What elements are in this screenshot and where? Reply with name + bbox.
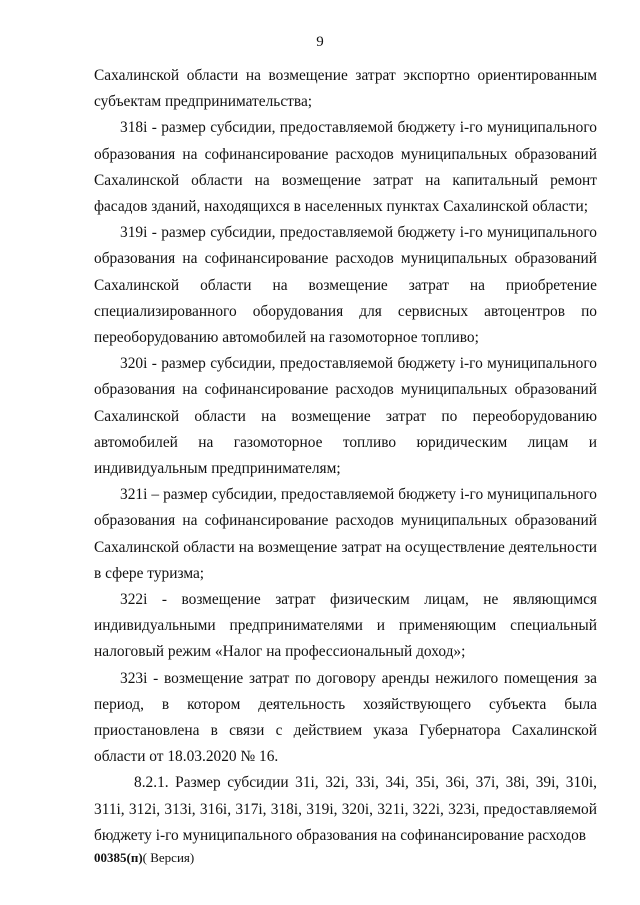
document-body [94, 63, 597, 849]
paragraph-320i: 320i - размер субсидии, предоставляемой бюджету i-го муниципального образования на софинансирование расходов муниципальных образований Сахалинской области на возмещение затрат по переоборудованию автомобилей на газомоторное топливо юридическим лицам и индивидуальным предпринимателям; [94, 355, 597, 478]
paragraph-continuation: Сахалинской области на возмещение затрат экспортно ориентированным субъектам предпринимательства; [94, 67, 597, 111]
paragraph-323i: 323i - возмещение затрат по договору аренды нежилого помещения за период, в котором деятельность хозяйствующего субъекта была приостановлена в связи с действием указа Губернатора Сахалинской области от 18.03.2020 № 16. [94, 669, 597, 766]
document-code: 00385(п) [94, 850, 143, 865]
paragraph-322i: 322i - возмещение затрат физическим лицам, не являющимся индивидуальными предпринимателями и применяющим специальный налоговый режим «Налог на профессиональный доход»; [94, 591, 597, 661]
page-number: 9 [316, 34, 324, 50]
paragraph-321i: 321i – размер субсидии, предоставляемой бюджету i-го муниципального образования на софинансирование расходов муниципальных образований Сахалинской области на возмещение затрат на осуществление деятельности в сфере туризма; [94, 486, 597, 582]
paragraph-318i: 318i - размер субсидии, предоставляемой бюджету i-го муниципального образования на софинансирование расходов муниципальных образований Сахалинской области на возмещение затрат на капитальный ремонт фасадов зданий, находящихся в населенных пунктах Сахалинской области; [94, 119, 597, 216]
document-version: ( Версия) [142, 850, 195, 865]
paragraph-8-2-1: 8.2.1. Размер субсидии 31i, 32i, 33i, 34i, 35i, 36i, 37i, 38i, 39i, 310i, 311i, 312i, 313i, 316i, 317i, 318i, 319i, 320i, 321i, 322i, 323i, предоставляемой бюджету i-го муниципального образования на софинансирование расходов [94, 774, 597, 844]
document-footer [94, 850, 194, 866]
paragraph-319i: 319i - размер субсидии, предоставляемой бюджету i-го муниципального образования на софинансирование расходов муниципальных образований Сахалинской области на возмещение затрат на приобретение специализированного оборудования для сервисных автоцентров по переоборудованию автомобилей на газомоторное топливо; [94, 224, 597, 347]
